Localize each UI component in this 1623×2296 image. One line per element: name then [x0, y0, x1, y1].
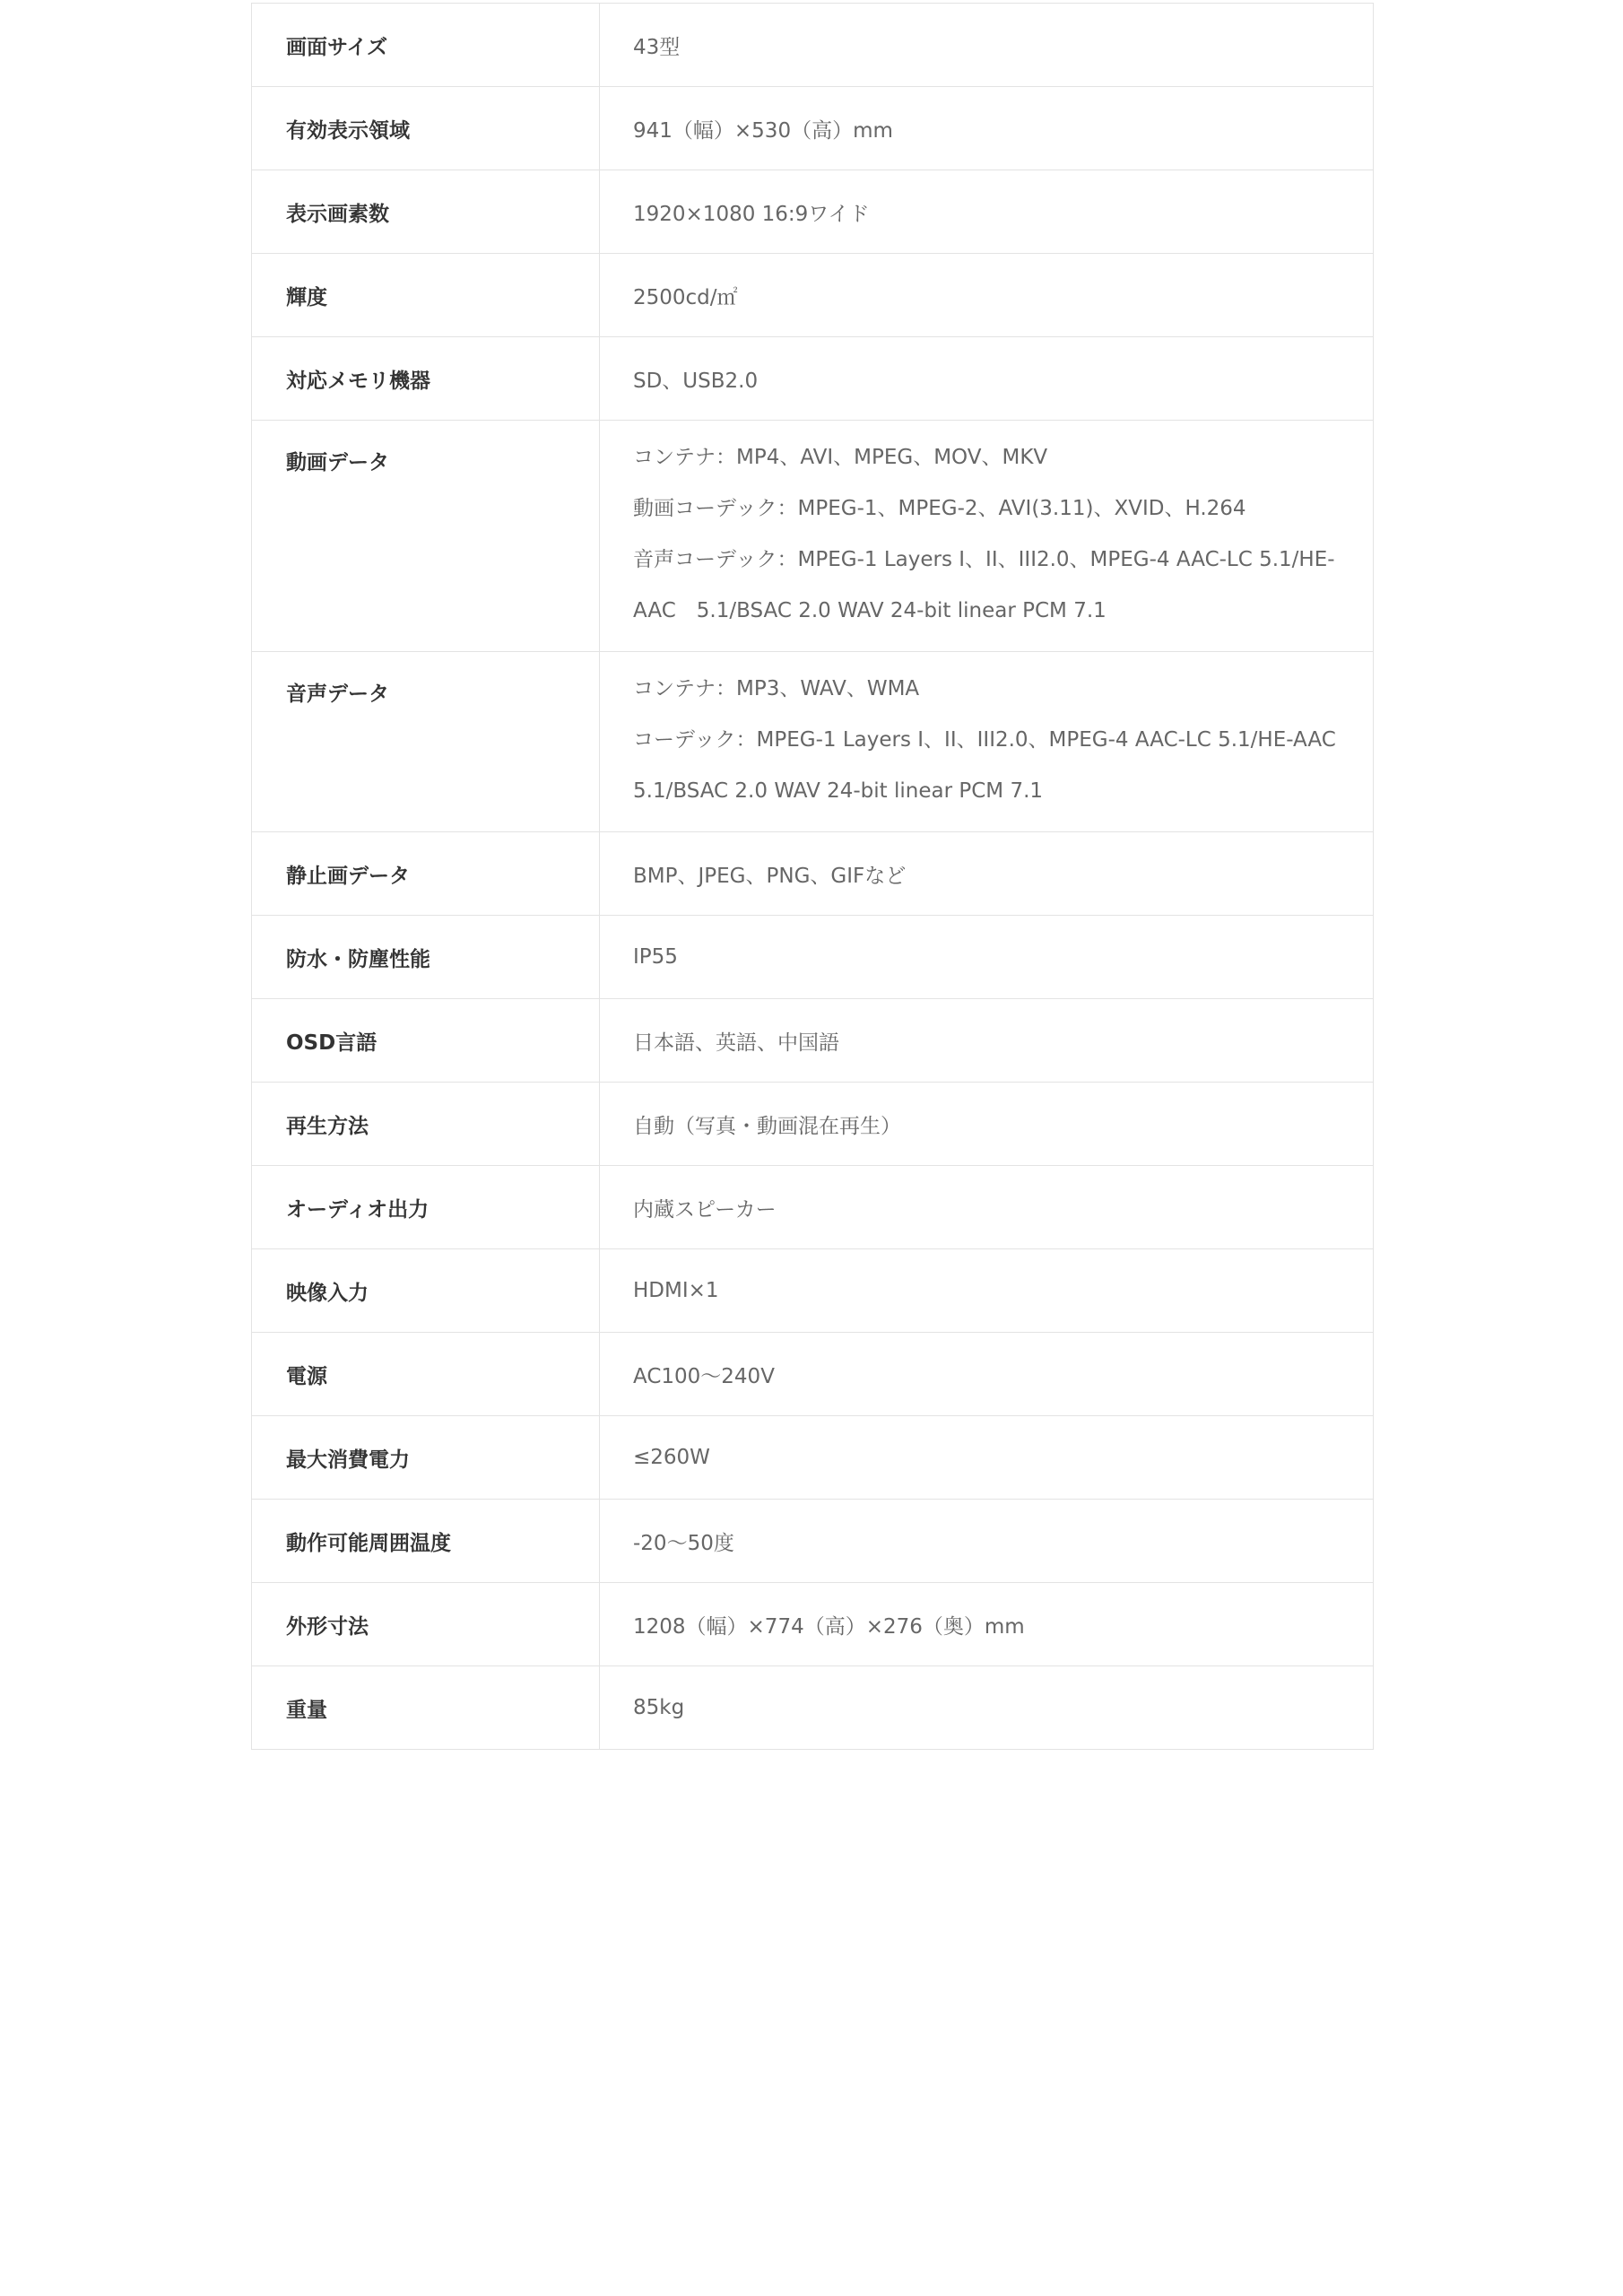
- spec-value: IP55: [600, 916, 1374, 999]
- spec-value: -20～50度: [600, 1500, 1374, 1583]
- spec-value: AC100～240V: [600, 1333, 1374, 1416]
- spec-value: 43型: [600, 4, 1374, 87]
- spec-value-line: 音声コーデック：MPEG-1 Layers I、II、III2.0、MPEG-4 AAC-LC 5.1/HE-: [633, 548, 1335, 571]
- spec-label: 外形寸法: [252, 1583, 600, 1666]
- spec-label: 最大消費電力: [252, 1416, 600, 1500]
- spec-label: 画面サイズ: [252, 4, 600, 87]
- spec-table-body: [252, 4, 1374, 1750]
- spec-label: 動画データ: [252, 421, 600, 652]
- spec-value: [600, 652, 1374, 832]
- spec-label: 電源: [252, 1333, 600, 1416]
- spec-row-video-data: [252, 421, 1374, 652]
- spec-label: 再生方法: [252, 1083, 600, 1166]
- spec-value-line: 動画コーデック：MPEG-1、MPEG-2、AVI(3.11)、XVID、H.264: [633, 497, 1246, 520]
- spec-row-audio-data: [252, 652, 1374, 832]
- spec-row-screen-size: [252, 4, 1374, 87]
- spec-value-line: コンテナ：MP4、AVI、MPEG、MOV、MKV: [633, 446, 1048, 469]
- spec-value-line: コンテナ：MP3、WAV、WMA: [633, 677, 920, 700]
- spec-value: HDMI×1: [600, 1249, 1374, 1333]
- spec-row-power-supply: [252, 1333, 1374, 1416]
- spec-value: BMP、JPEG、PNG、GIFなど: [600, 832, 1374, 916]
- spec-row-audio-output: [252, 1166, 1374, 1249]
- spec-table: [251, 3, 1374, 1750]
- spec-value: 1208（幅）×774（高）×276（奥）mm: [600, 1583, 1374, 1666]
- spec-row-dimensions: [252, 1583, 1374, 1666]
- spec-value: ≤260W: [600, 1416, 1374, 1500]
- spec-value: 日本語、英語、中国語: [600, 999, 1374, 1083]
- spec-value: 内蔵スピーカー: [600, 1166, 1374, 1249]
- spec-label: 重量: [252, 1666, 600, 1750]
- spec-value: SD、USB2.0: [600, 337, 1374, 421]
- spec-label: 表示画素数: [252, 170, 600, 254]
- spec-label: 対応メモリ機器: [252, 337, 600, 421]
- spec-row-operating-temp: [252, 1500, 1374, 1583]
- spec-label: 防水・防塵性能: [252, 916, 600, 999]
- spec-row-playback-method: [252, 1083, 1374, 1166]
- spec-label: 映像入力: [252, 1249, 600, 1333]
- spec-value: 941（幅）×530（高）mm: [600, 87, 1374, 170]
- spec-label: 輝度: [252, 254, 600, 337]
- spec-label: OSD言語: [252, 999, 600, 1083]
- spec-value: 2500cd/㎡: [600, 254, 1374, 337]
- spec-row-brightness: [252, 254, 1374, 337]
- spec-row-memory-devices: [252, 337, 1374, 421]
- spec-value-line: コーデック：MPEG-1 Layers I、II、III2.0、MPEG-4 AAC-LC 5.1/HE-AAC: [633, 728, 1336, 752]
- spec-value-line: AAC 5.1/BSAC 2.0 WAV 24-bit linear PCM 7.1: [633, 599, 1107, 622]
- spec-value: 85kg: [600, 1666, 1374, 1750]
- spec-label: 静止画データ: [252, 832, 600, 916]
- spec-label: オーディオ出力: [252, 1166, 600, 1249]
- spec-row-resolution: [252, 170, 1374, 254]
- spec-row-waterproof: [252, 916, 1374, 999]
- spec-row-max-power: [252, 1416, 1374, 1500]
- spec-value: 自動（写真・動画混在再生）: [600, 1083, 1374, 1166]
- spec-row-weight: [252, 1666, 1374, 1750]
- spec-value-line: 5.1/BSAC 2.0 WAV 24-bit linear PCM 7.1: [633, 779, 1044, 803]
- spec-label: 音声データ: [252, 652, 600, 832]
- spec-label: 有効表示領域: [252, 87, 600, 170]
- spec-value: [600, 421, 1374, 652]
- spec-row-osd-language: [252, 999, 1374, 1083]
- spec-label: 動作可能周囲温度: [252, 1500, 600, 1583]
- spec-row-video-input: [252, 1249, 1374, 1333]
- spec-row-display-area: [252, 87, 1374, 170]
- spec-value: 1920×1080 16:9ワイド: [600, 170, 1374, 254]
- spec-row-still-image-data: [252, 832, 1374, 916]
